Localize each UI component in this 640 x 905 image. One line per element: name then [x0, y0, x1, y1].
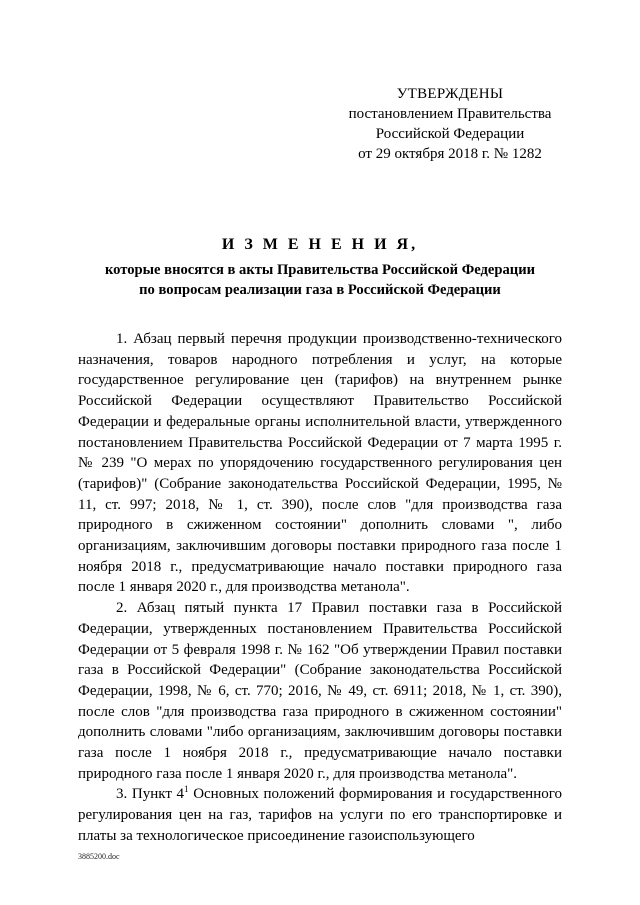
- approval-line-2: Российской Федерации: [375, 126, 525, 142]
- approval-line-3: от 29 октября 2018 г. № 1282: [358, 146, 542, 162]
- paragraph-3-superscript: 1: [184, 784, 189, 795]
- paragraph-3-rest: Основных положений формирования и государственного регулирования цен на газ, тарифов на услуги по его транспортировке и платы за технологическое присоединение газоиспользующего: [78, 786, 562, 844]
- document-title-block: [80, 232, 560, 300]
- document-subtitle-line-2: по вопросам реализации газа в Российской Федерации: [139, 282, 501, 298]
- approval-line-1: постановлением Правительства: [348, 106, 552, 122]
- approved-heading: УТВЕРЖДЕНЫ: [396, 86, 504, 102]
- paragraph-2: 2. Абзац пятый пункта 17 Правил поставки газа в Российской Федерации, утвержденных постановлением Правительства Российской Федерации от 5 февраля 1998 г. № 162 "Об утверждении Правил поставки газа в Российской Федерации" (Собрание законодательства Российской Федерации, 1998, № 6, ст. 770; 2016, № 49, ст. 6911; 2018, № 1, ст. 390), после слов "для производства газа природного в сжиженном состоянии" дополнить словами "либо организациям, заключившим договоры поставки газа после 1 ноября 2018 г., предусматривающие начало поставки природного газа после 1 января 2020 г., для производства метанола".: [78, 600, 562, 782]
- paragraph-3: [78, 784, 562, 846]
- document-body: [78, 329, 562, 847]
- document-file-code: 3885200.doc: [78, 852, 120, 861]
- paragraph-3-start: 3. Пункт 4: [116, 786, 185, 803]
- approval-stamp: [340, 84, 560, 164]
- paragraph-1: 1. Абзац первый перечня продукции производственно-технического назначения, товаров народного потребления и услуг, на которые государственное регулирование цен (тарифов) на внутреннем рынке Российской Федерации осуществляют Правительство Российской Федерации и федеральные органы исполнительной власти, утвержденного постановлением Правительства Российской Федерации от 7 марта 1995 г. № 239 "О мерах по упорядочению государственного регулирования цен (тарифов)" (Собрание законодательства Российской Федерации, 1995, № 11, ст. 997; 2018, № 1, ст. 390), после слов "для производства газа природного в сжиженном состоянии" дополнить словами ", либо организациям, заключившим договоры поставки природного газа после 1 ноября 2018 г., предусматривающие начало поставки природного газа после 1 января 2020 г., для производства метанола".: [78, 331, 562, 596]
- document-subtitle-line-1: которые вносятся в акты Правительства Российской Федерации: [104, 262, 536, 278]
- document-title: И З М Е Н Е Н И Я,: [221, 236, 419, 253]
